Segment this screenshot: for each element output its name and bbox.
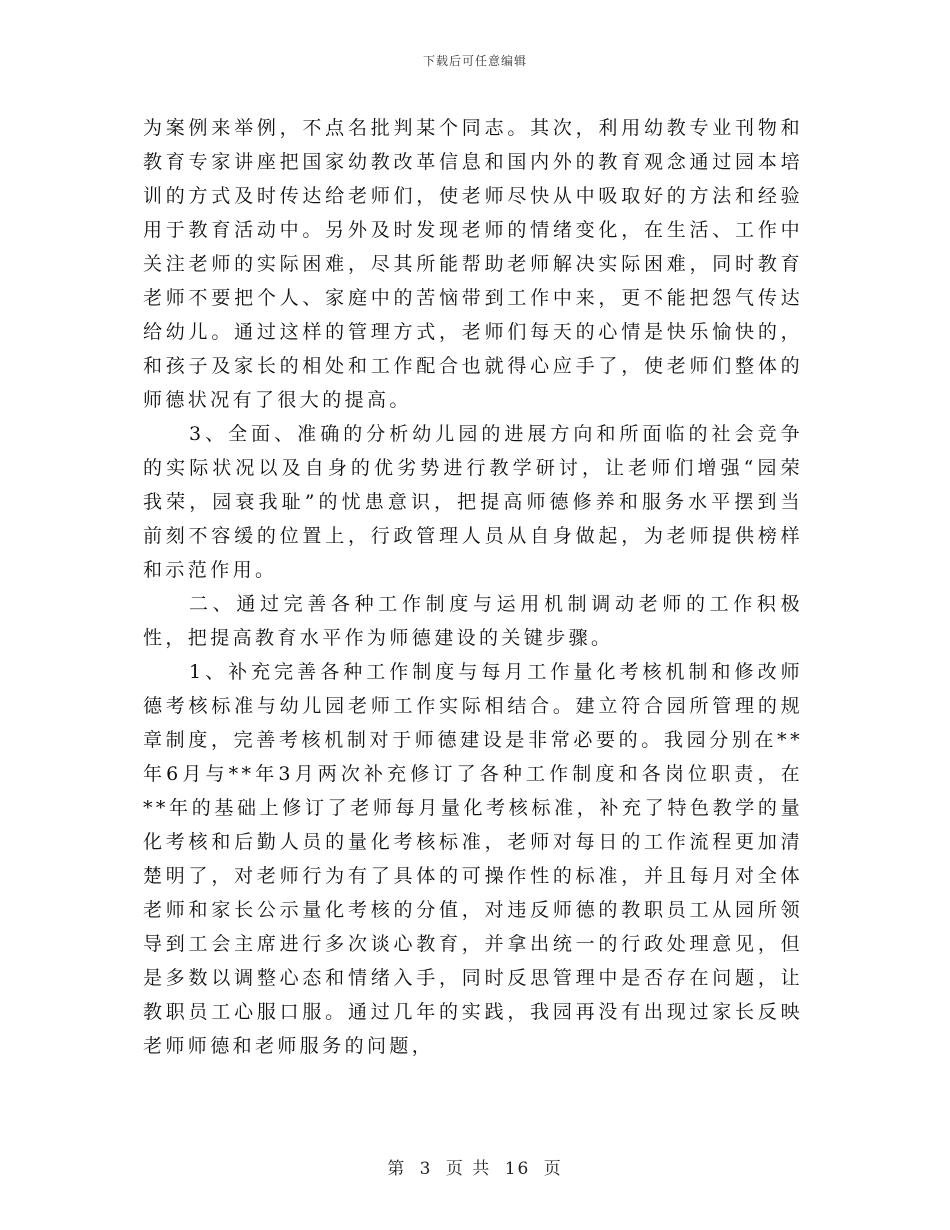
paragraph-continuation: 为案例来举例，不点名批判某个同志。其次，利用幼教专业刊物和教育专家讲座把国家幼教改革信息和国内外的教育观念通过园本培训的方式及时传达给老师们，使老师尽快从中吸取好的方法和经验用于教育活动中。另外及时发现老师的情绪变化，在生活、工作中关注老师的实际困难，尽其所能帮助老师解决实际困难，同时教育老师不要把个人、家庭中的苦恼带到工作中来，更不能把怨气传达给幼儿。通过这样的管理方式，老师们每天的心情是快乐愉快的，和孩子及家长的相处和工作配合也就得心应手了，使老师们整体的师德状况有了很大的提高。	[143, 117, 803, 411]
document-body	[143, 111, 803, 1063]
section-heading-2: 二、通过完善各种工作制度与运用机制调动老师的工作积极性，把提高教育水平作为师德建设的关键步骤。	[143, 593, 803, 649]
paragraph-item-3: 3、全面、准确的分析幼儿园的进展方向和所面临的社会竞争的实际状况以及自身的优劣势进行教学研讨，让老师们增强“园荣我荣，园衰我耻”的忧患意识，把提高师德修养和服务水平摆到当前刻不容缓的位置上，行政管理人员从自身做起，为老师提供榜样和示范作用。	[143, 423, 803, 581]
current-page-number: 3	[419, 1159, 433, 1179]
footer-suffix: 页	[543, 1159, 563, 1179]
paragraph-item-1: 1、补充完善各种工作制度与每月工作量化考核机制和修改师德考核标准与幼儿园老师工作实际相结合。建立符合园所管理的规章制度，完善考核机制对于师德建设是非常必要的。我园分别在**年6月与**年3月两次补充修订了各种工作制度和各岗位职责，在**年的基础上修订了老师每月量化考核标准，补充了特色教学的量化考核和后勤人员的量化考核标准，老师对每日的工作流程更加清楚明了，对老师行为有了具体的可操作性的标准，并且每月对全体老师和家长公示量化考核的分值，对违反师德的教职员工从园所领导到工会主席进行多次谈心教育，并拿出统一的行政处理意见，但是多数以调整心态和情绪入手，同时反思管理中是否存在问题，让教职员工心服口服。通过几年的实践，我园再没有出现过家长反映老师师德和老师服务的问题，	[143, 661, 803, 1057]
footer-prefix: 第	[387, 1159, 407, 1179]
page-header: 下载后可任意编辑	[422, 54, 527, 68]
footer-middle: 页 共	[445, 1159, 492, 1179]
page-footer	[0, 1154, 950, 1179]
total-page-count: 16	[504, 1159, 531, 1179]
